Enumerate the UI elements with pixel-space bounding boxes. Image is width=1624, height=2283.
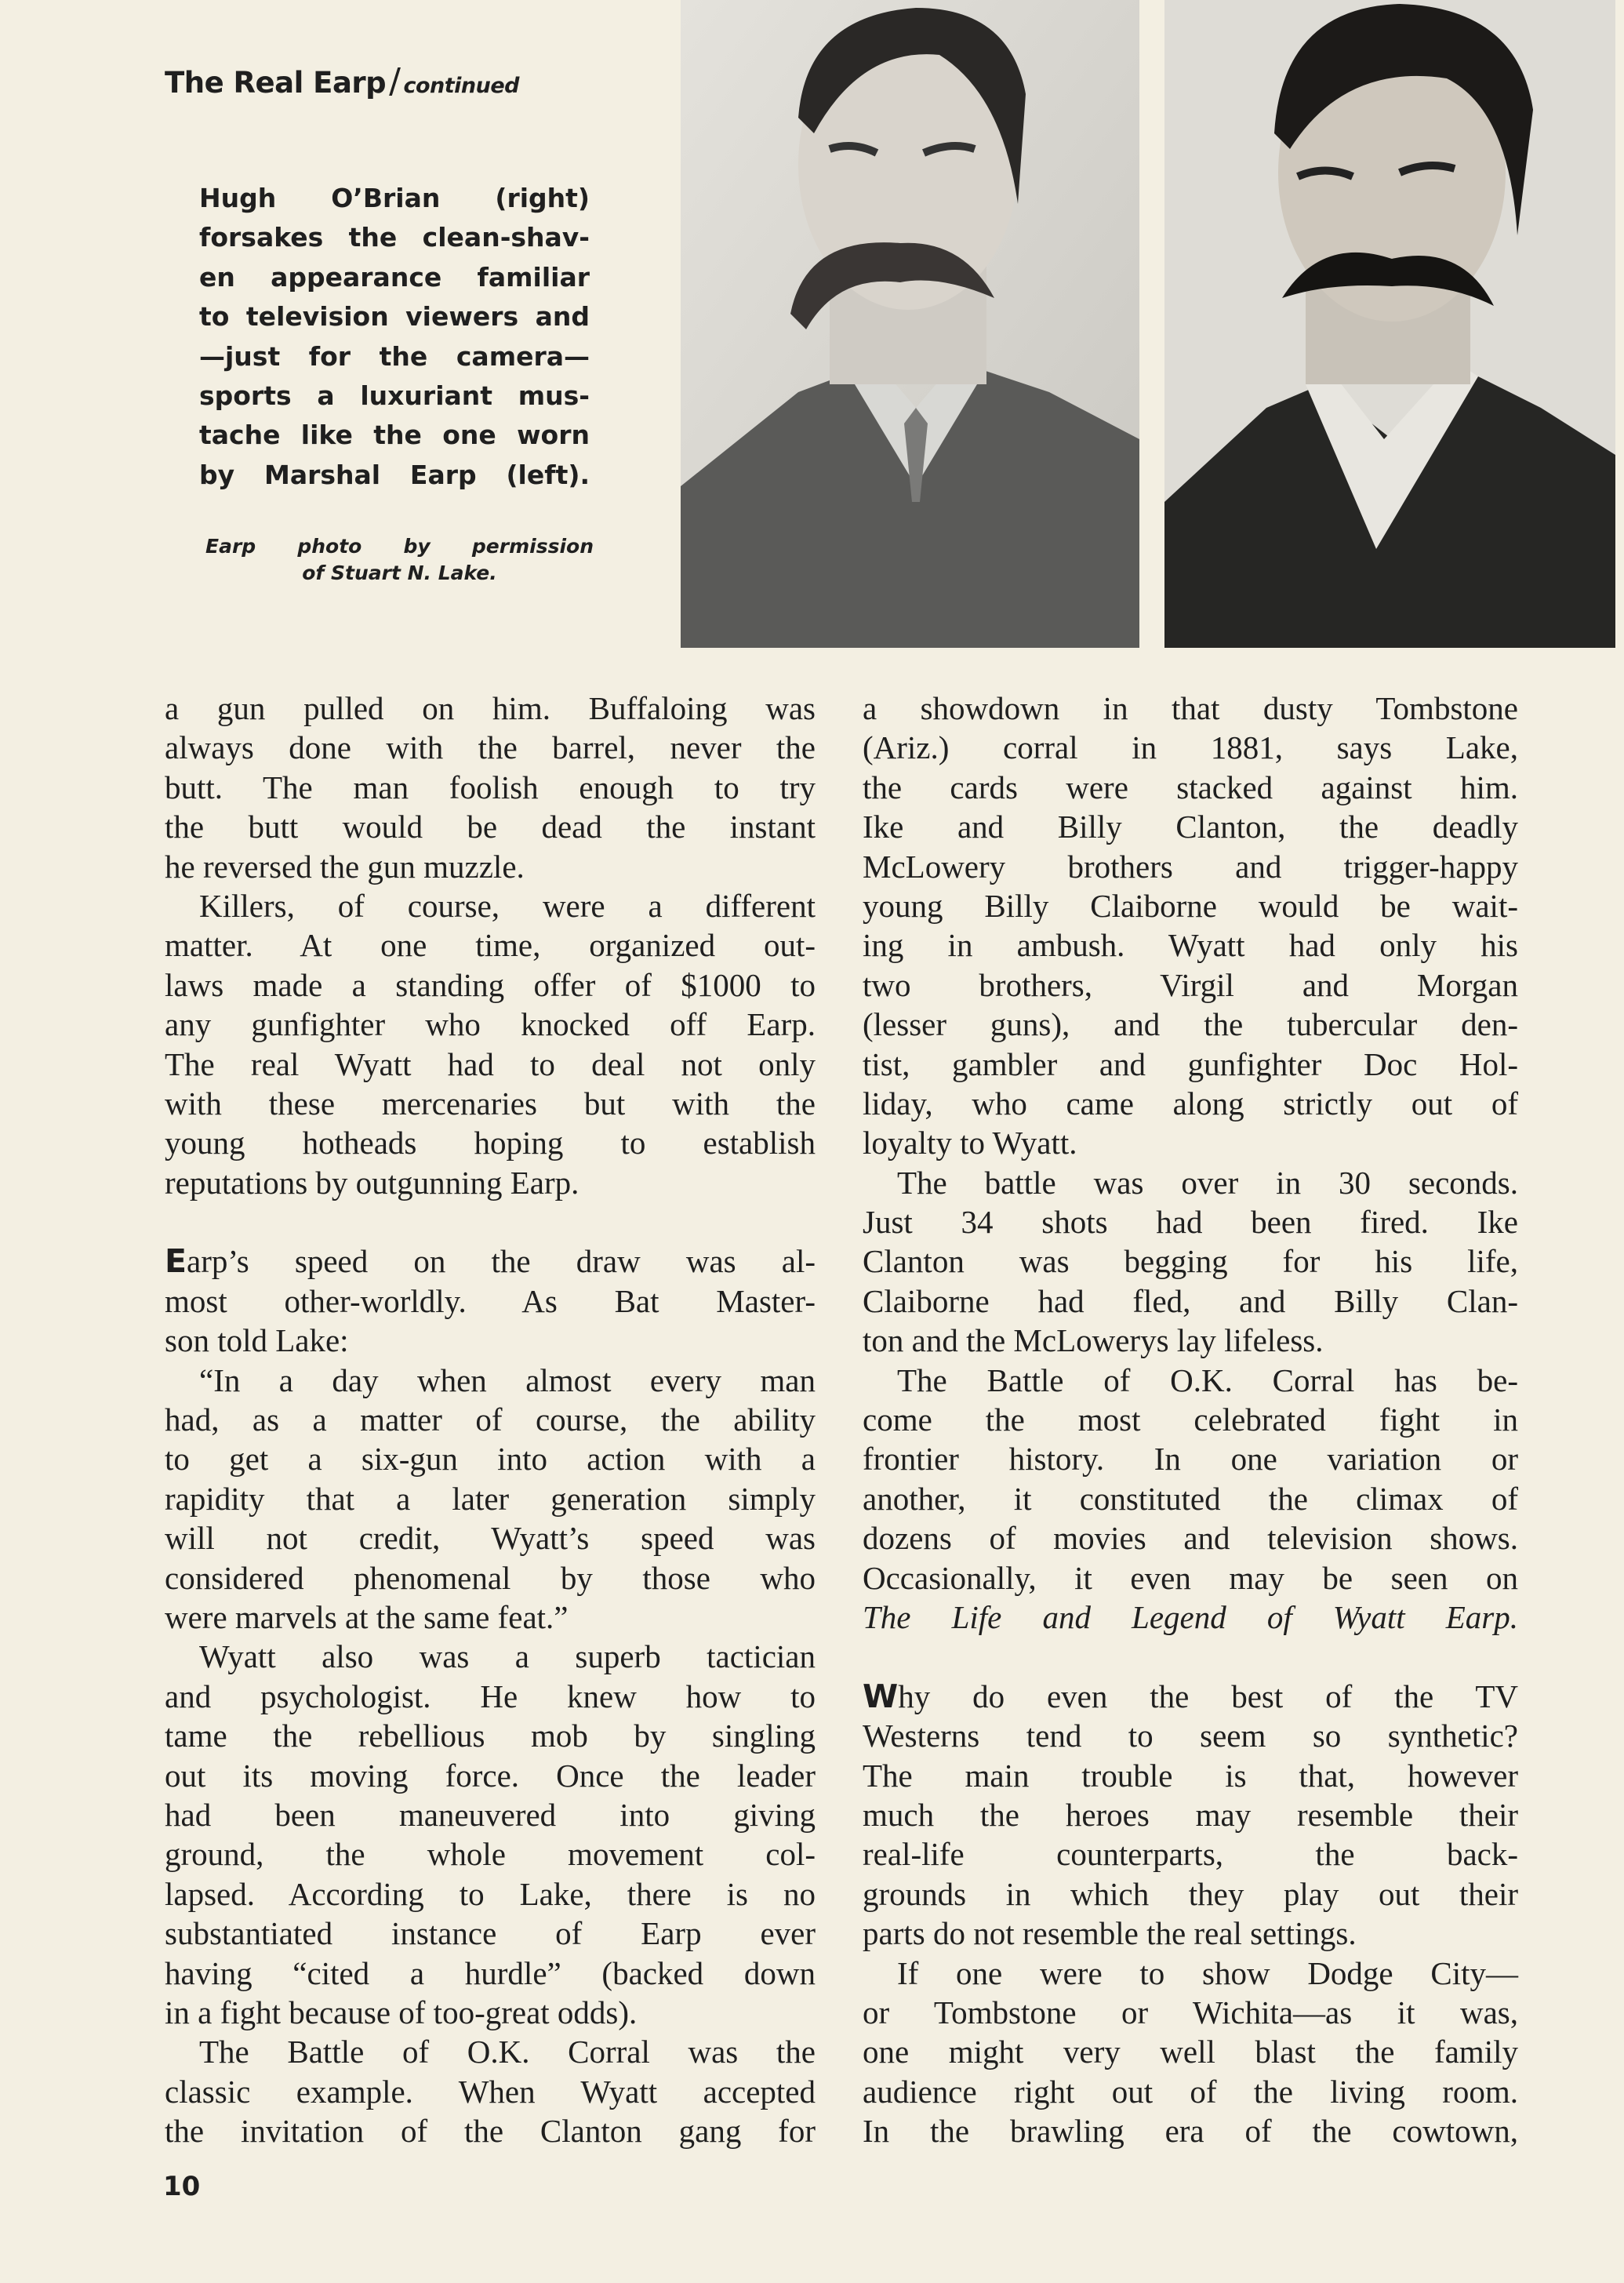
text-line: The Life and Legend of Wyatt Earp. [863, 1598, 1518, 1635]
text-line: The battle was over in 30 seconds. [897, 1164, 1518, 1201]
text-line: substantiated instance of Earp ever [165, 1915, 816, 1952]
text-line: Westerns tend to seem so synthetic? [863, 1718, 1518, 1754]
text-line [165, 1202, 816, 1241]
text-line: out its moving force. Once the leader [165, 1757, 816, 1794]
text-line: the cards were stacked against him. [863, 769, 1518, 805]
photo-obrian [1164, 0, 1615, 648]
text-line: young hotheads hoping to establish [165, 1125, 816, 1161]
text-line: “In a day when almost every man [199, 1361, 816, 1398]
text-line: (lesser guns), and the tubercular den- [863, 1006, 1518, 1043]
text-line: tist, gambler and gunfighter Doc Hol- [863, 1045, 1518, 1082]
text-line: the butt would be dead the instant [165, 809, 816, 845]
credit-line: of Stuart N. Lake. [302, 562, 497, 584]
article-title: The Real Earp [165, 66, 387, 100]
text-line: matter. At one time, organized out- [165, 927, 816, 964]
page-number: 10 [163, 2171, 201, 2202]
text-line: lapsed. According to Lake, there is no [165, 1875, 816, 1912]
caption-line: by Marshal Earp (left). [199, 459, 590, 490]
text-line: The Battle of O.K. Corral was the [199, 2034, 816, 2070]
text-line: one might very well blast the family [863, 2034, 1518, 2070]
text-line: another, it constituted the climax of [863, 1480, 1518, 1517]
text-line: laws made a standing offer of $1000 to [165, 966, 816, 1003]
text-line: considered phenomenal by those who [165, 1559, 816, 1596]
text-line: audience right out of the living room. [863, 2073, 1518, 2110]
text-line: In the brawling era of the cowtown, [863, 2113, 1518, 2150]
lead-initial: W [863, 1677, 899, 1715]
text-column-right [863, 689, 1518, 2150]
photo-caption [199, 179, 590, 495]
text-line: and psychologist. He knew how to [165, 1678, 816, 1714]
text-line: young Billy Claiborne would be wait- [863, 887, 1518, 924]
text-line: The real Wyatt had to deal not only [165, 1045, 816, 1082]
text-line: come the most celebrated fight in [863, 1401, 1518, 1438]
caption-line: tache like the one worn [199, 420, 590, 451]
caption-line: Hugh O’Brian (right) [199, 183, 590, 213]
obrian-portrait-image [1164, 0, 1615, 648]
running-header [165, 61, 519, 101]
caption-line: forsakes the clean-shav- [199, 222, 590, 253]
text-line: son told Lake: [165, 1322, 349, 1359]
photo-earp [681, 0, 1139, 648]
text-line: butt. The man foolish enough to try [165, 769, 816, 805]
text-line: had been maneuvered into giving [165, 1796, 816, 1833]
text-line: The Battle of O.K. Corral has be- [897, 1361, 1518, 1398]
text-line [863, 1637, 1518, 1676]
text-line: grounds in which they play out their [863, 1875, 1518, 1912]
text-line: (Ariz.) corral in 1881, says Lake, [863, 729, 1518, 766]
credit-line: Earp photo by permission [205, 535, 594, 558]
text-line: any gunfighter who knocked off Earp. [165, 1006, 816, 1043]
text-line: reputations by outgunning Earp. [165, 1164, 579, 1201]
text-line: McLowery brothers and trigger-happy [863, 848, 1518, 885]
text-line: Wyatt also was a superb tactician [199, 1638, 816, 1675]
header-separator: / [389, 61, 401, 101]
text-line: parts do not resemble the real settings. [863, 1915, 1357, 1952]
caption-line: to television viewers and [199, 301, 590, 333]
continued-label: continued [403, 74, 520, 98]
photo-credit [205, 533, 594, 587]
text-line: to get a six-gun into action with a [165, 1441, 816, 1478]
text-line: the invitation of the Clanton gang for [165, 2113, 816, 2150]
text-line: in a fight because of too-great odds). [165, 1994, 638, 2030]
text-line: ing in ambush. Wyatt had only his [863, 927, 1518, 964]
text-line: Earp’s speed on the draw was al- [165, 1242, 816, 1281]
caption-line: —just for the camera— [199, 340, 590, 372]
text-column-left [165, 689, 816, 2150]
text-line: a gun pulled on him. Buffaloing was [165, 690, 816, 726]
text-line: Just 34 shots had been fired. Ike [863, 1204, 1518, 1241]
text-line: Ike and Billy Clanton, the deadly [863, 809, 1518, 845]
lead-initial: E [165, 1242, 187, 1281]
text-line: always done with the barrel, never the [165, 729, 816, 766]
text-line: Killers, of course, were a different [199, 887, 816, 924]
text-line: two brothers, Virgil and Morgan [863, 966, 1518, 1003]
text-line: much the heroes may resemble their [863, 1796, 1518, 1833]
text-line: The main trouble is that, however [863, 1757, 1518, 1794]
text-line: were marvels at the same feat.” [165, 1598, 569, 1635]
text-line: having “cited a hurdle” (backed down [165, 1954, 816, 1991]
text-line: frontier history. In one variation or [863, 1441, 1518, 1478]
text-line: dozens of movies and television shows. [863, 1520, 1518, 1557]
text-line: most other-worldly. As Bat Master- [165, 1282, 816, 1319]
text-line: liday, who came along strictly out of [863, 1085, 1518, 1122]
text-line: Clanton was begging for his life, [863, 1243, 1518, 1280]
text-line: rapidity that a later generation simply [165, 1480, 816, 1517]
caption-line: en appearance familiar [199, 261, 590, 293]
text-line: Claiborne had fled, and Billy Clan- [863, 1282, 1518, 1319]
text-line: with these mercenaries but with the [165, 1085, 816, 1122]
text-line: had, as a matter of course, the ability [165, 1401, 816, 1438]
text-line: tame the rebellious mob by singling [165, 1718, 816, 1754]
text-line: ground, the whole movement col- [165, 1836, 816, 1873]
text-line: classic example. When Wyatt accepted [165, 2073, 816, 2110]
text-line: Occasionally, it even may be seen on [863, 1559, 1518, 1596]
text-line: If one were to show Dodge City— [897, 1954, 1518, 1991]
text-line: he reversed the gun muzzle. [165, 848, 525, 885]
caption-line: sports a luxuriant mus- [199, 380, 590, 412]
text-line: ton and the McLowerys lay lifeless. [863, 1322, 1324, 1359]
earp-portrait-image [681, 0, 1139, 648]
text-line: a showdown in that dusty Tombstone [863, 690, 1518, 726]
text-line: will not credit, Wyatt’s speed was [165, 1520, 816, 1557]
text-line: real-life counterparts, the back- [863, 1836, 1518, 1873]
text-line: Why do even the best of the TV [863, 1677, 1518, 1715]
text-line: or Tombstone or Wichita—as it was, [863, 1994, 1518, 2030]
text-line: loyalty to Wyatt. [863, 1125, 1077, 1161]
